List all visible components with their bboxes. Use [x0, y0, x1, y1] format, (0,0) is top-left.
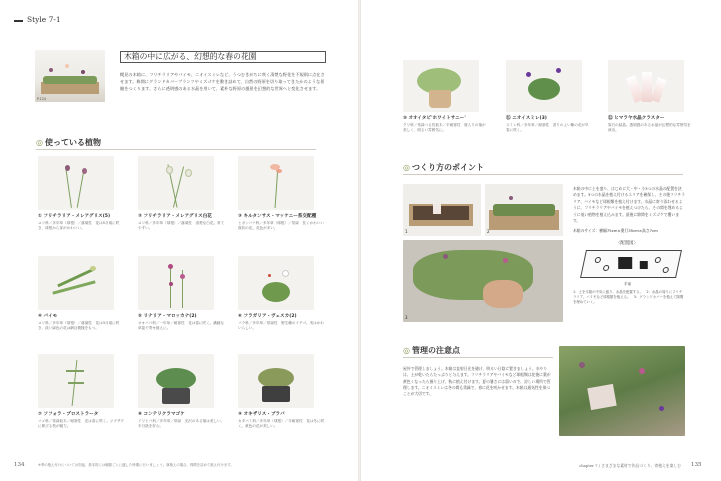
plant-name-2: ② フリチラリア・メレアグリス白花	[138, 214, 212, 219]
plant-name-9: ⑨ オキザリス・ブラバ	[238, 412, 285, 417]
plant-desc-1: ユリ科／多年草（球根）／落葉性 花は5月頃に咲き、球根から芽がかわいい。	[38, 221, 120, 230]
right-page-number: 135	[691, 462, 702, 468]
right-plant-photo-11	[506, 60, 582, 112]
plant-name-1: ① フリチラリア・メレアグリス(5)	[38, 214, 111, 219]
care-heading	[403, 345, 460, 356]
plant-flower	[65, 165, 70, 171]
plant-flower	[90, 266, 96, 271]
plant-name-4: ④ バイモ	[38, 314, 58, 319]
plant-foliage	[528, 78, 560, 100]
crystal	[651, 77, 667, 103]
plant-desc-4: ユリ科／多年草（球根）／落葉性 花は3月頃に咲き、淡い緑色の花は網目模様をもつ。	[38, 321, 120, 330]
care-body: 屋外で管理しましょう。木箱は直射日光を避け、明るい日陰に置きましょう。水やりは、土が乾いたらたっぷりと与えます。フリチラリアやバイモなど球根類は花後に葉が黄色くなったら掘り上げ、秋に植え付けます。夏の暑さには弱いので、涼しい場所で管理します。ニオイスミレは冬の間も常緑で、春に花を咲かせます。木箱は通気性を保つことが大切です。	[403, 366, 551, 397]
intro-photo-flower	[65, 64, 69, 68]
plant-photo-1	[38, 156, 114, 210]
diagram-marker	[654, 257, 661, 263]
step-label-3: 3	[405, 315, 408, 320]
points-body: 木箱の中に土を盛り、はじめに大・中・小3つの水晶の配置を決めます。3つの水晶を植え付けるエリアを確保し、その後フリチラリア、バイモなど球根類を植え付けます。水晶に寄り添わせるように、フリチラリアやバイモを植えつけたら、その間を埋めるように低い植物を植え込みます。最後に隙間をミズゴケで覆います。	[573, 186, 685, 224]
plant-stem	[173, 167, 184, 208]
diagram-marker	[603, 265, 610, 271]
chapter-footer: chapter 7 / さまざまな素材で作品づくり、寄植えを楽しむ	[579, 463, 681, 468]
plant-pot	[429, 90, 451, 108]
section-divider	[36, 149, 316, 150]
plant-leaf	[68, 382, 84, 384]
care-photo	[559, 346, 685, 436]
diagram-title: 〈配置図〉	[616, 241, 638, 246]
soil	[413, 206, 469, 220]
plant-flower	[168, 264, 173, 269]
crystal	[587, 384, 616, 410]
plant-photo-6	[238, 256, 314, 310]
plant-flower	[659, 406, 664, 411]
diagram-marker	[594, 257, 601, 263]
intro-photo-greenery	[43, 76, 97, 84]
plant-foliage	[258, 368, 294, 388]
plant-flower	[82, 168, 87, 174]
plant-flower	[509, 196, 513, 200]
plant-flower	[526, 72, 531, 77]
plant-flower	[166, 166, 173, 174]
left-page	[0, 0, 358, 481]
points-heading-text: つくり方のポイント	[411, 163, 484, 172]
plant-leaf	[66, 370, 84, 372]
step-label-2: 2	[487, 229, 490, 234]
step-photo-1	[403, 184, 481, 236]
plant-desc-9: カタバミ科／多年草（球根）／半耐寒性 花は冬に咲く。黄色の花が美しい。	[238, 419, 325, 428]
plant-desc-8: イワヒバ科／多年草／常緑 光沢のある葉は美しい。半日陰を好む。	[138, 419, 225, 428]
step-photo-3	[403, 240, 563, 322]
plant-pot	[162, 388, 190, 404]
plant-flower	[579, 362, 585, 368]
greenery	[493, 204, 555, 216]
diagram-crystal	[640, 261, 648, 269]
plant-desc-6: バラ科／多年草／常緑性 野生種のイチゴ。実はかわいらしい。	[238, 321, 324, 330]
diagram-caption: 手前	[624, 282, 632, 286]
plant-name-8: ⑧ コンテリクラマゴケ	[138, 412, 185, 417]
care-heading-text: 管理の注意点	[411, 346, 460, 355]
plants-heading	[36, 137, 101, 148]
plant-flower	[639, 368, 645, 374]
plant-desc-7: マメ科／常緑低木／耐寒性 花は春に咲く。ジグザグに伸びる枝が魅力。	[38, 419, 124, 428]
header-dash	[14, 20, 23, 22]
plant-photo-8	[138, 354, 214, 408]
plant-stem	[170, 266, 171, 308]
plant-stem	[77, 170, 85, 208]
section-divider	[403, 174, 683, 175]
left-footnote: ※季の植え付けについては別途、基本的には種類ごとに適した時期に行いましょう。鉢植えの場合、株間を詰めて植え付けます。	[38, 463, 234, 467]
diagram-note: 1：土を木箱の中央に盛り、水晶を配置する。 2：水晶の周りにフリチラリア、バイモなど球根類を植える。 3：グランドカバーを植えて隙間を埋めていく。	[573, 290, 684, 305]
intro-photo-tag: P.124	[37, 97, 47, 101]
intro-photo	[35, 50, 105, 102]
plant-berry	[268, 274, 271, 277]
plant-name-7: ⑦ ソフォラ・プロストラータ	[38, 412, 99, 417]
intro-photo-flower	[49, 68, 53, 72]
circle-icon: ◎	[403, 346, 410, 355]
right-plant-name-10: ⑩ オオイタビ'ホワイトサニー'	[403, 116, 466, 121]
plant-flower	[180, 274, 185, 279]
intro-body: 幌見の木箱に、フリチラリアやバイモ、ニオイスミレなど、うつむきがちに咲く清楚な野花を不規則に点在させます。株間にグランドカバープランツやミズゴケを敷き詰めて、自然の野原を切り取ってきたかのような景観をつくります。さらに透明感のある水晶を用いて、素朴な野原の風景を幻想的な世界へと変化させます。	[120, 72, 325, 92]
plant-stem	[65, 166, 72, 208]
right-plant-desc-12: 原石の結晶。透明感のある水晶が幻想的な雰囲気を演出。	[608, 123, 691, 132]
section-divider	[403, 357, 553, 358]
left-page-number: 134	[14, 462, 25, 468]
step-label-1: 1	[405, 229, 408, 234]
right-plant-photo-10	[403, 60, 479, 112]
right-plant-photo-12	[608, 60, 684, 112]
layout-diagram	[580, 250, 682, 278]
plant-flower	[282, 270, 289, 277]
style-label: Style 7-1	[27, 15, 61, 24]
plant-photo-3	[238, 156, 314, 210]
plant-flower	[556, 68, 561, 73]
plant-name-5: ⑤ リナリア・マロッカナ(2)	[138, 314, 197, 319]
plant-pot	[262, 386, 290, 402]
plant-foliage	[262, 282, 290, 302]
plant-flower	[185, 169, 192, 177]
plant-name-3: ③ キルタンサス・マッケニー系交配種	[238, 214, 317, 219]
points-heading	[403, 162, 484, 173]
plant-desc-5: オオバコ科／一年草／耐寒性 花は春に咲く。繊細な草姿で寄せ植えに。	[138, 321, 224, 330]
plant-photo-4	[38, 256, 114, 310]
plant-desc-2: ユリ科／多年草（球根）／落葉性 清楚な白花。育てやすい。	[138, 221, 225, 230]
box-size-note: 木箱のサイズ：横幅75cm×奥行35cm×高さ7cm	[573, 228, 658, 233]
plants-heading-text: 使っている植物	[44, 138, 101, 147]
plant-photo-2	[138, 156, 214, 210]
intro-title: 木箱の中に広がる、幻想的な春の花園	[120, 51, 326, 63]
right-page	[361, 0, 721, 481]
plant-photo-9	[238, 354, 314, 408]
plant-desc-3: ヒガンバナ科／多年草（球根）／常緑 長くかわいい筒状の花。花色が多い。	[238, 221, 324, 230]
plant-foliage	[156, 368, 196, 390]
plant-flower	[443, 254, 448, 259]
hand	[483, 280, 523, 308]
circle-icon: ◎	[36, 138, 43, 147]
crystal	[433, 204, 441, 214]
right-plant-name-12: ⑫ ヒマラヤ水晶クラスター	[608, 116, 665, 121]
plant-photo-5	[138, 256, 214, 310]
intro-photo-flower	[81, 70, 85, 74]
diagram-crystal	[618, 257, 632, 269]
plant-photo-7	[38, 354, 114, 408]
plant-name-6: ⑥ フラガリア・ヴェスカ(2)	[238, 314, 297, 319]
diagram-marker	[662, 267, 669, 273]
step-photo-2	[485, 184, 563, 236]
circle-icon: ◎	[403, 163, 410, 172]
plant-flower	[276, 169, 282, 173]
right-plant-name-11: ⑪ ニオイスミレ(3)	[506, 116, 547, 121]
right-plant-desc-11: スミレ科／多年草／耐寒性 香りのよい紫の花が早春に咲く。	[506, 123, 589, 132]
plant-flower	[169, 282, 173, 286]
plant-flower	[503, 258, 508, 263]
right-plant-desc-10: クワ科／常緑つる性低木／半耐寒性 斑入りの葉が美しく、明るい雰囲気に。	[403, 123, 486, 132]
